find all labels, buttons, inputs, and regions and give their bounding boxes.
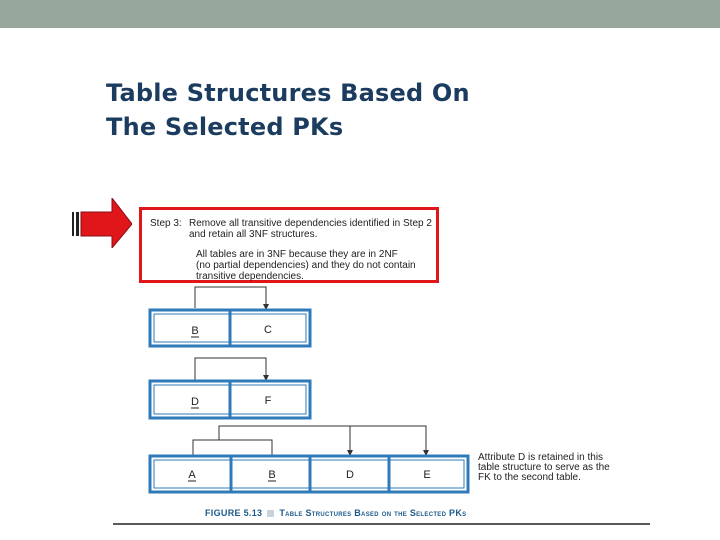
- note-line-1: Attribute D is retained in this: [478, 452, 604, 463]
- caption-square-icon: [267, 510, 274, 517]
- table-2: [150, 381, 310, 418]
- figure-title: Table Structures Based on the Selected PKs: [279, 508, 467, 518]
- table-3-cell-1: A: [188, 469, 196, 481]
- title-line-2: The Selected PKs: [106, 113, 344, 141]
- fk-note: [478, 453, 610, 483]
- table-3-cell-2: B: [268, 469, 276, 481]
- step-line-3: All tables are in 3NF because they are in 2NF: [196, 249, 398, 260]
- title-line-1: Table Structures Based On: [106, 79, 470, 107]
- table-2-cell-2: F: [264, 395, 272, 407]
- step-line-5: transitive dependencies.: [196, 271, 304, 282]
- step-line-4: (no partial dependencies) and they do not contain: [196, 260, 416, 271]
- figure-number: FIGURE 5.13: [205, 508, 263, 518]
- table-1-cell-1: B: [191, 325, 199, 337]
- note-line-2: table structure to serve as the: [478, 462, 610, 473]
- dependency-arrows-table-3: [193, 426, 426, 455]
- table-2-cell-1: D: [191, 396, 199, 408]
- figure-caption: [205, 508, 466, 518]
- table-3-cell-4: E: [423, 469, 431, 481]
- table-1-cell-2: C: [264, 324, 272, 336]
- dependency-arrow-table-2: [195, 358, 266, 380]
- step-label: Step 3:: [150, 218, 182, 229]
- note-line-3: FK to the second table.: [478, 472, 581, 483]
- table-3: [150, 456, 468, 492]
- dependency-arrow-table-1: [195, 287, 266, 308]
- step-line-1: Remove all transitive dependencies identified in Step 2: [189, 218, 432, 229]
- table-1: [150, 310, 310, 346]
- step-line-2: and retain all 3NF structures.: [189, 229, 318, 240]
- table-3-cell-3: D: [346, 469, 354, 481]
